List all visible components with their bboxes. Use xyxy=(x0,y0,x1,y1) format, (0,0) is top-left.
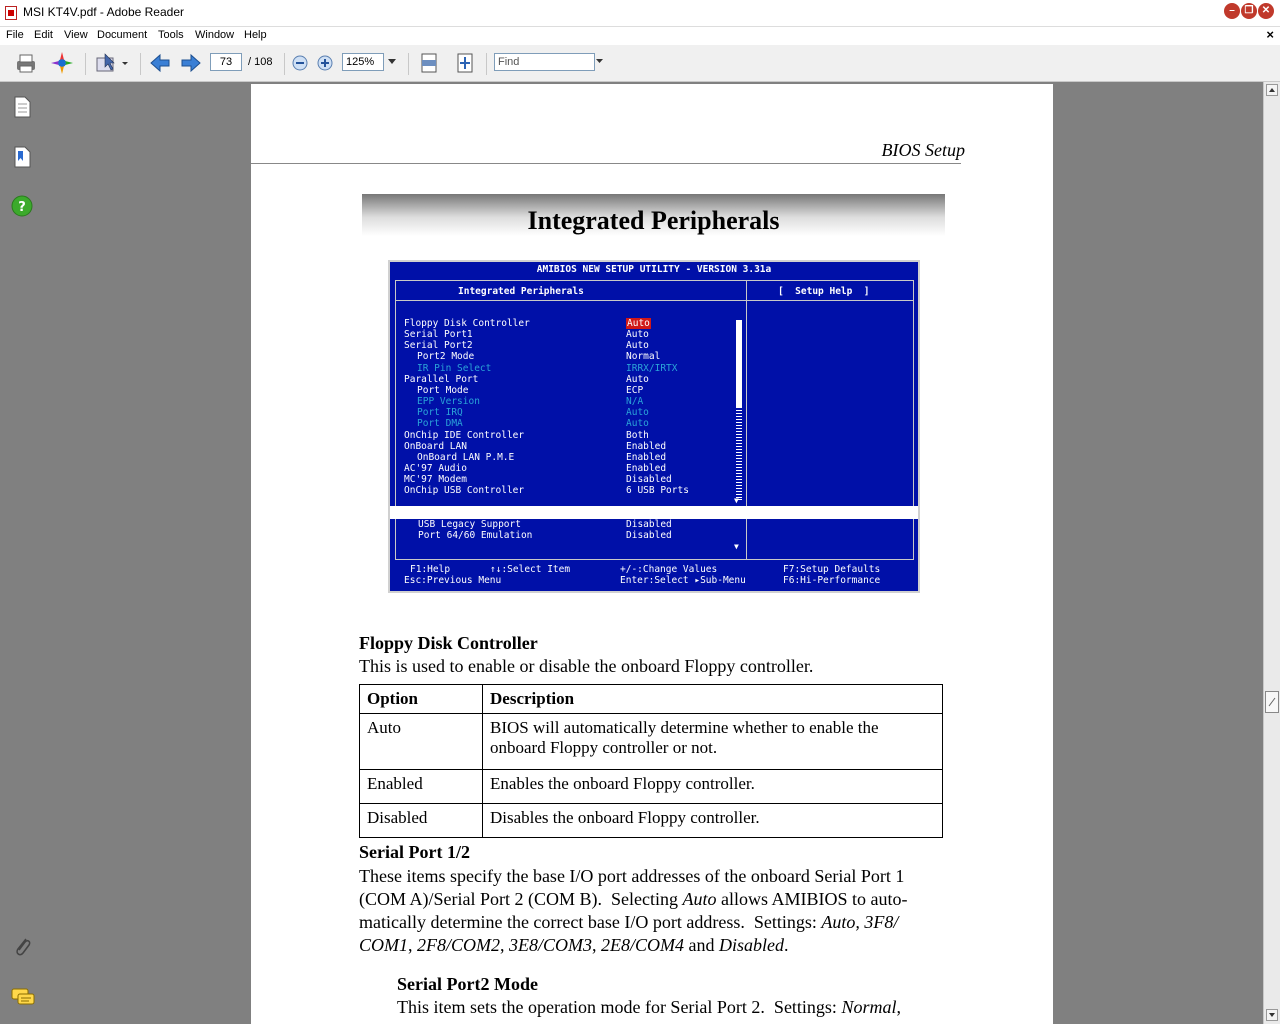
bios-key-hint: +/-:Change Values xyxy=(620,564,718,575)
table-row xyxy=(360,804,943,838)
close-document-icon[interactable]: × xyxy=(1266,27,1274,42)
window-title: MSI KT4V.pdf - Adobe Reader xyxy=(23,5,184,19)
pdf-page xyxy=(251,84,1053,1024)
menu-tools[interactable]: Tools xyxy=(158,29,184,41)
toolbar-separator xyxy=(486,53,487,75)
bios-item-label: Port 64/60 Emulation xyxy=(418,530,533,542)
menu-window[interactable]: Window xyxy=(195,29,235,41)
bios-item-label: Parallel Port xyxy=(404,373,479,385)
bios-key-hint: F7:Setup Defaults xyxy=(783,564,881,575)
minimize-button[interactable]: – xyxy=(1224,3,1240,19)
bios-item-label: Serial Port2 xyxy=(404,340,473,352)
menu-file[interactable]: File xyxy=(6,29,24,41)
toolbar xyxy=(0,45,1280,82)
floppy-heading: Floppy Disk Controller xyxy=(359,633,538,653)
bios-item-label: Floppy Disk Controller xyxy=(404,318,530,329)
bios-cut-gap xyxy=(390,506,918,519)
bios-key-hint: Esc:Previous Menu xyxy=(404,575,502,586)
bios-item-value: 6 USB Ports xyxy=(626,485,689,497)
bios-item-label: OnChip IDE Controller xyxy=(404,429,525,441)
option-cell: Disabled xyxy=(360,804,483,838)
table-row xyxy=(360,770,943,804)
bios-item-label: Port DMA xyxy=(417,418,463,430)
menu-bar xyxy=(0,27,1280,45)
bios-item-value: Auto xyxy=(626,418,649,430)
bios-item-value: ECP xyxy=(626,384,644,396)
close-button[interactable]: ✕ xyxy=(1258,3,1274,19)
bios-item-label: Port2 Mode xyxy=(417,351,475,363)
menu-document[interactable]: Document xyxy=(97,29,148,41)
scroll-up-button[interactable] xyxy=(1266,84,1278,96)
bios-item-label: IR Pin Select xyxy=(417,362,492,374)
serial-heading: Serial Port 1/2 xyxy=(359,842,470,862)
header-rule xyxy=(251,163,961,164)
bios-item-label: Port Mode xyxy=(417,384,469,396)
bios-item-value: IRRX/IRTX xyxy=(626,362,678,374)
bios-item-label: Port IRQ xyxy=(417,407,463,419)
bios-item-label: OnBoard LAN xyxy=(404,440,467,452)
bios-item-value: Auto xyxy=(626,407,649,419)
bios-item-value: Auto xyxy=(626,340,649,352)
scroll-down-icon xyxy=(1267,1010,1277,1020)
bookmarks-icon[interactable] xyxy=(11,145,33,169)
bios-item-value: N/A xyxy=(626,396,644,408)
option-cell: Enabled xyxy=(360,770,483,804)
toolbar-separator xyxy=(408,53,409,75)
navigation-pane xyxy=(0,82,44,1024)
bios-item-value: Both xyxy=(626,429,649,441)
bios-item-value: Disabled xyxy=(626,474,672,486)
bios-scroll-track xyxy=(736,407,742,499)
bios-item-label: AC'97 Audio xyxy=(404,462,467,474)
organizer-icon[interactable] xyxy=(50,51,74,75)
scroll-thumb[interactable] xyxy=(1265,691,1279,713)
description-cell: Enables the onboard Floppy controller. xyxy=(483,770,943,804)
pages-icon[interactable] xyxy=(11,95,33,119)
bios-scroll-down-icon: ▼ xyxy=(734,542,739,551)
bios-key-hint: Enter:Select ▸Sub-Menu xyxy=(620,575,746,586)
find-input[interactable]: Find xyxy=(494,53,595,71)
serial-paragraph: These items specify the base I/O port addresses of the onboard Serial Port 1 (COM A)/Serial Port 2 (COM B). Selecting Auto allows AMIBIOS to auto- matically determine the correct base I/O port address. Settings: Auto, 3F8/ COM1, 2F8/COM2, 3E8/COM3, 2E8/COM4 and Disabled. xyxy=(359,866,908,955)
table-header-description: Description xyxy=(483,685,943,714)
bios-header-rule xyxy=(395,300,914,301)
page-total: / 108 xyxy=(248,56,273,68)
scroll-grip-icon xyxy=(1266,692,1278,712)
pdf-icon xyxy=(5,6,17,20)
next-page-icon[interactable] xyxy=(180,53,202,73)
menu-edit[interactable]: Edit xyxy=(34,29,53,41)
restore-button[interactable]: ❐ xyxy=(1241,3,1257,19)
serial2-mode-heading: Serial Port2 Mode xyxy=(397,974,538,994)
menu-view[interactable]: View xyxy=(64,29,88,41)
comments-icon[interactable] xyxy=(10,987,36,1007)
menu-help[interactable]: Help xyxy=(244,29,267,41)
select-tool-icon[interactable] xyxy=(95,52,131,74)
help-icon[interactable] xyxy=(11,195,33,217)
zoom-dropdown-icon[interactable] xyxy=(388,59,396,65)
description-cell: BIOS will automatically determine whether to enable the onboard Floppy controller or not. xyxy=(483,714,943,770)
bios-item-label: Serial Port1 xyxy=(404,329,473,341)
zoom-out-icon[interactable] xyxy=(292,55,308,71)
serial-line-1: These items specify the base I/O port addresses of the onboard Serial Port 1 xyxy=(359,866,905,886)
zoom-in-icon[interactable] xyxy=(317,55,333,71)
bios-title: AMIBIOS NEW SETUP UTILITY - VERSION 3.31a xyxy=(536,264,772,275)
table-header-option: Option xyxy=(360,685,483,714)
print-icon[interactable] xyxy=(14,52,38,74)
previous-page-icon[interactable] xyxy=(149,53,171,73)
zoom-level-input[interactable]: 125% xyxy=(342,53,384,71)
bios-help-title: [ Setup Help ] xyxy=(778,286,870,297)
bios-item-value: Disabled xyxy=(626,530,672,542)
bios-key-hint: ↑↓:Select Item xyxy=(490,564,571,575)
find-dropdown-icon[interactable] xyxy=(596,59,604,65)
bios-item-value: Auto xyxy=(626,373,649,385)
bios-item-value: Enabled xyxy=(626,440,667,452)
bios-item-value: Disabled xyxy=(626,519,672,530)
floppy-description: This is used to enable or disable the onboard Floppy controller. xyxy=(359,656,814,676)
fit-page-icon[interactable] xyxy=(454,52,476,74)
bios-item-value: Normal xyxy=(626,351,661,363)
toolbar-separator xyxy=(140,53,141,75)
bios-item-label: USB Legacy Support xyxy=(418,519,521,530)
table-row xyxy=(360,714,943,770)
page-header: BIOS Setup xyxy=(881,140,965,160)
attachments-icon[interactable] xyxy=(11,935,33,959)
bios-item-label: MC'97 Modem xyxy=(404,474,467,486)
toolbar-separator xyxy=(85,53,86,75)
vertical-scrollbar[interactable] xyxy=(1263,82,1280,1024)
bios-item-value: Enabled xyxy=(626,462,667,474)
bios-item-value: Auto xyxy=(626,329,649,341)
bios-key-hint: F1:Help xyxy=(410,564,451,575)
scroll-up-icon xyxy=(1267,85,1277,95)
bios-key-hint: F6:Hi-Performance xyxy=(783,575,881,586)
bios-item-value: Enabled xyxy=(626,451,667,463)
bios-item-label: EPP Version xyxy=(417,396,480,408)
bios-screenshot xyxy=(388,260,920,593)
title-bar xyxy=(0,0,1280,27)
description-cell: Disables the onboard Floppy controller. xyxy=(483,804,943,838)
bios-item-label: OnBoard LAN P.M.E xyxy=(417,451,515,463)
section-title: Integrated Peripherals xyxy=(527,206,780,235)
bios-scroll-down-icon: ▼ xyxy=(734,496,739,505)
serial2-mode-paragraph: This item sets the operation mode for Serial Port 2. Settings: Normal, xyxy=(397,997,901,1017)
svg-text:?: ? xyxy=(18,200,26,215)
bios-panel-title: Integrated Peripherals xyxy=(458,286,584,297)
floppy-options-table xyxy=(359,684,943,838)
bios-item-label: OnChip USB Controller xyxy=(404,485,525,497)
scroll-down-button[interactable] xyxy=(1266,1009,1278,1021)
bios-item-value: Auto xyxy=(627,318,650,329)
section-title-banner xyxy=(362,194,945,236)
page-number-input[interactable]: 73 xyxy=(210,53,242,71)
option-cell: Auto xyxy=(360,714,483,770)
toolbar-separator xyxy=(284,53,285,75)
fit-width-icon[interactable] xyxy=(419,52,439,74)
